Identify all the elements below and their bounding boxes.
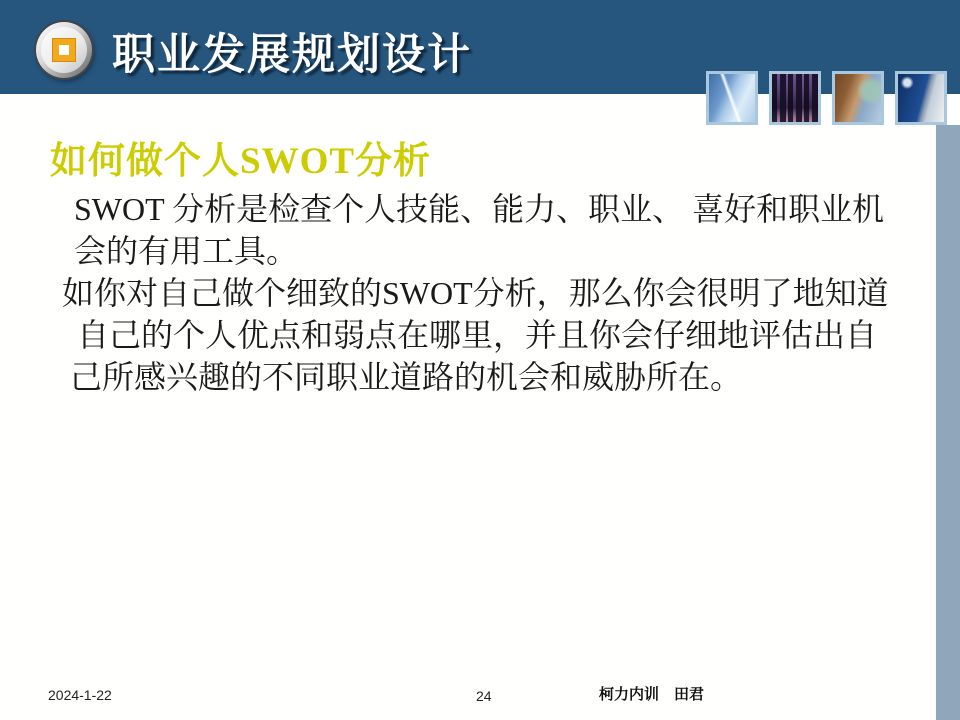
logo-button-icon [36, 22, 92, 78]
section-heading: 如何做个人SWOT分析 [50, 141, 432, 182]
logo-inner-disc [41, 27, 87, 73]
paragraph-line: SWOT 分析是检查个人技能、能力、职业、 喜好和职业机 [74, 191, 885, 227]
skyscraper-looking-up-photo [895, 71, 947, 125]
paragraph-swot-definition [74, 188, 884, 272]
footer-page-number: 24 [476, 688, 492, 704]
person-on-phone-photo [832, 71, 884, 125]
gold-square-icon [53, 39, 75, 61]
footer-credit: 柯力内训 田君 [599, 686, 705, 703]
paragraph-line: 会的有用工具。 [74, 233, 299, 269]
slide-title: 职业发展规划设计 [112, 31, 472, 79]
paragraph-line: 如你对自己做个细致的SWOT分析，那么你会很明了地知道 [62, 275, 889, 311]
paragraph-line: 自己的个人优点和弱点在哪里，并且你会仔细地评估出自 [77, 317, 878, 353]
paragraph-line: 己所感兴趣的不同职业道路的机会和威胁所在。 [70, 359, 743, 395]
footer-date: 2024-1-22 [48, 687, 112, 703]
right-accent-bar [936, 125, 960, 720]
paragraph-swot-benefit [62, 272, 889, 398]
glass-building-photo [706, 71, 758, 125]
night-skyline-photo [769, 71, 821, 125]
